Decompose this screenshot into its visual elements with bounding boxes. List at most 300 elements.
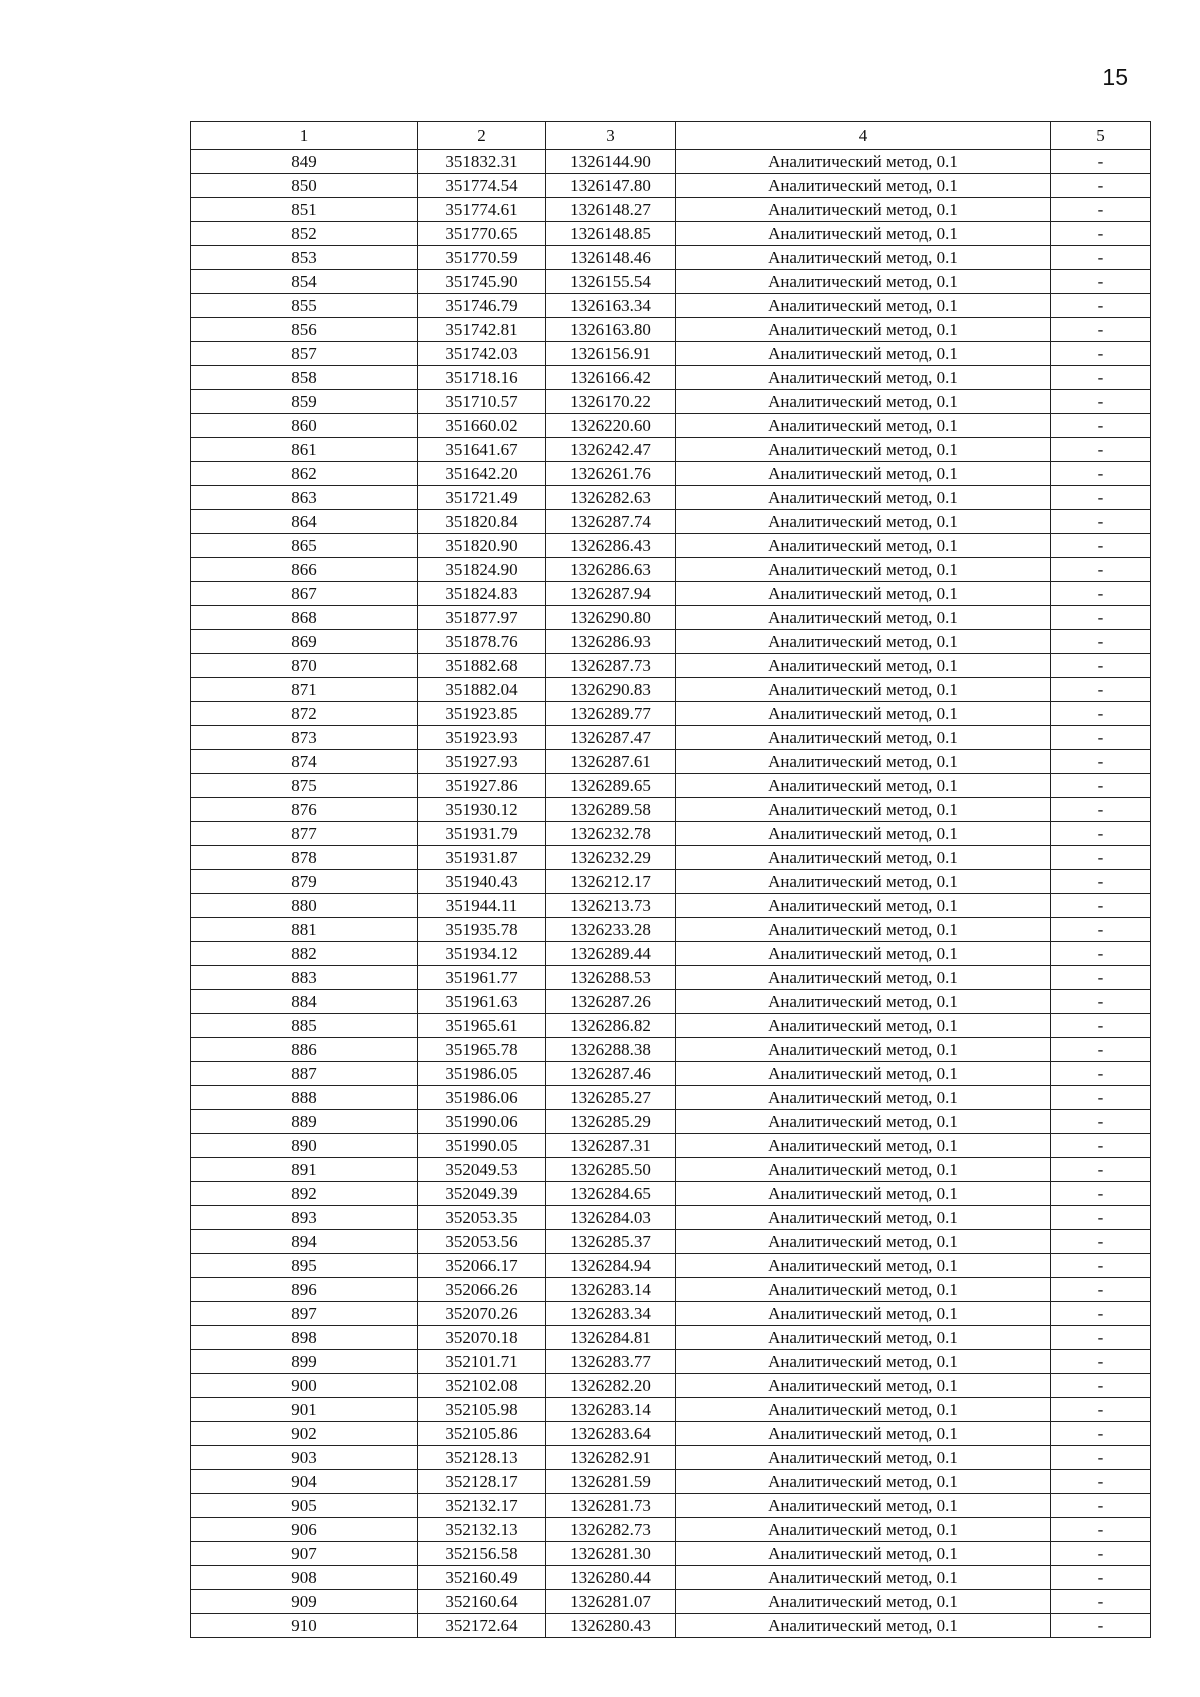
y-coordinate-cell: 1326282.91: [546, 1446, 676, 1470]
point-number-cell: 866: [191, 558, 418, 582]
x-coordinate-cell: 351927.93: [418, 750, 546, 774]
method-cell: Аналитический метод, 0.1: [676, 342, 1051, 366]
note-cell: -: [1051, 510, 1151, 534]
y-coordinate-cell: 1326286.43: [546, 534, 676, 558]
table-row: [191, 1542, 1151, 1566]
y-coordinate-cell: 1326283.64: [546, 1422, 676, 1446]
y-coordinate-cell: 1326284.94: [546, 1254, 676, 1278]
y-coordinate-cell: 1326285.50: [546, 1158, 676, 1182]
point-number-cell: 856: [191, 318, 418, 342]
note-cell: -: [1051, 798, 1151, 822]
point-number-cell: 892: [191, 1182, 418, 1206]
point-number-cell: 859: [191, 390, 418, 414]
method-cell: Аналитический метод, 0.1: [676, 1014, 1051, 1038]
x-coordinate-cell: 351824.90: [418, 558, 546, 582]
y-coordinate-cell: 1326281.07: [546, 1590, 676, 1614]
y-coordinate-cell: 1326281.59: [546, 1470, 676, 1494]
note-cell: -: [1051, 1158, 1151, 1182]
table-row: [191, 990, 1151, 1014]
table-row: [191, 1350, 1151, 1374]
y-coordinate-cell: 1326290.83: [546, 678, 676, 702]
x-coordinate-cell: 352132.13: [418, 1518, 546, 1542]
y-coordinate-cell: 1326213.73: [546, 894, 676, 918]
note-cell: -: [1051, 222, 1151, 246]
point-number-cell: 850: [191, 174, 418, 198]
column-header: 2: [418, 122, 546, 150]
y-coordinate-cell: 1326288.53: [546, 966, 676, 990]
y-coordinate-cell: 1326148.27: [546, 198, 676, 222]
table-row: [191, 1398, 1151, 1422]
note-cell: -: [1051, 414, 1151, 438]
x-coordinate-cell: 351746.79: [418, 294, 546, 318]
y-coordinate-cell: 1326289.65: [546, 774, 676, 798]
x-coordinate-cell: 352049.53: [418, 1158, 546, 1182]
table-row: [191, 198, 1151, 222]
x-coordinate-cell: 351770.65: [418, 222, 546, 246]
method-cell: Аналитический метод, 0.1: [676, 678, 1051, 702]
method-cell: Аналитический метод, 0.1: [676, 918, 1051, 942]
y-coordinate-cell: 1326232.29: [546, 846, 676, 870]
point-number-cell: 904: [191, 1470, 418, 1494]
table-row: [191, 918, 1151, 942]
table-row: [191, 582, 1151, 606]
y-coordinate-cell: 1326287.46: [546, 1062, 676, 1086]
table-row: [191, 174, 1151, 198]
table-row: [191, 774, 1151, 798]
y-coordinate-cell: 1326283.77: [546, 1350, 676, 1374]
table-row: [191, 222, 1151, 246]
note-cell: -: [1051, 1350, 1151, 1374]
point-number-cell: 876: [191, 798, 418, 822]
note-cell: -: [1051, 726, 1151, 750]
note-cell: -: [1051, 846, 1151, 870]
y-coordinate-cell: 1326289.44: [546, 942, 676, 966]
note-cell: -: [1051, 1446, 1151, 1470]
point-number-cell: 902: [191, 1422, 418, 1446]
point-number-cell: 884: [191, 990, 418, 1014]
table-row: [191, 270, 1151, 294]
x-coordinate-cell: 351660.02: [418, 414, 546, 438]
x-coordinate-cell: 351990.06: [418, 1110, 546, 1134]
point-number-cell: 907: [191, 1542, 418, 1566]
y-coordinate-cell: 1326289.77: [546, 702, 676, 726]
point-number-cell: 853: [191, 246, 418, 270]
x-coordinate-cell: 351820.84: [418, 510, 546, 534]
x-coordinate-cell: 352053.56: [418, 1230, 546, 1254]
method-cell: Аналитический метод, 0.1: [676, 1206, 1051, 1230]
x-coordinate-cell: 351710.57: [418, 390, 546, 414]
note-cell: -: [1051, 702, 1151, 726]
method-cell: Аналитический метод, 0.1: [676, 822, 1051, 846]
x-coordinate-cell: 351986.05: [418, 1062, 546, 1086]
note-cell: -: [1051, 486, 1151, 510]
y-coordinate-cell: 1326287.74: [546, 510, 676, 534]
method-cell: Аналитический метод, 0.1: [676, 1158, 1051, 1182]
x-coordinate-cell: 351820.90: [418, 534, 546, 558]
table-row: [191, 1302, 1151, 1326]
table-row: [191, 1278, 1151, 1302]
table-body: [191, 150, 1151, 1638]
x-coordinate-cell: 351940.43: [418, 870, 546, 894]
method-cell: Аналитический метод, 0.1: [676, 1542, 1051, 1566]
note-cell: -: [1051, 942, 1151, 966]
table-row: [191, 1086, 1151, 1110]
method-cell: Аналитический метод, 0.1: [676, 246, 1051, 270]
point-number-cell: 870: [191, 654, 418, 678]
point-number-cell: 896: [191, 1278, 418, 1302]
point-number-cell: 875: [191, 774, 418, 798]
point-number-cell: 862: [191, 462, 418, 486]
x-coordinate-cell: 351965.61: [418, 1014, 546, 1038]
point-number-cell: 891: [191, 1158, 418, 1182]
table-row: [191, 1518, 1151, 1542]
x-coordinate-cell: 351745.90: [418, 270, 546, 294]
method-cell: Аналитический метод, 0.1: [676, 1086, 1051, 1110]
column-header: 3: [546, 122, 676, 150]
note-cell: -: [1051, 1470, 1151, 1494]
method-cell: Аналитический метод, 0.1: [676, 270, 1051, 294]
point-number-cell: 873: [191, 726, 418, 750]
table-row: [191, 1206, 1151, 1230]
method-cell: Аналитический метод, 0.1: [676, 990, 1051, 1014]
table-row: [191, 1014, 1151, 1038]
y-coordinate-cell: 1326148.46: [546, 246, 676, 270]
point-number-cell: 869: [191, 630, 418, 654]
note-cell: -: [1051, 1326, 1151, 1350]
method-cell: Аналитический метод, 0.1: [676, 942, 1051, 966]
table-row: [191, 1158, 1151, 1182]
point-number-cell: 872: [191, 702, 418, 726]
point-number-cell: 899: [191, 1350, 418, 1374]
x-coordinate-cell: 351931.87: [418, 846, 546, 870]
note-cell: -: [1051, 1206, 1151, 1230]
method-cell: Аналитический метод, 0.1: [676, 1614, 1051, 1638]
y-coordinate-cell: 1326156.91: [546, 342, 676, 366]
note-cell: -: [1051, 822, 1151, 846]
note-cell: -: [1051, 150, 1151, 174]
point-number-cell: 909: [191, 1590, 418, 1614]
x-coordinate-cell: 352102.08: [418, 1374, 546, 1398]
table-row: [191, 654, 1151, 678]
table-row: [191, 822, 1151, 846]
table-row: [191, 798, 1151, 822]
table-row: [191, 390, 1151, 414]
y-coordinate-cell: 1326287.61: [546, 750, 676, 774]
y-coordinate-cell: 1326166.42: [546, 366, 676, 390]
y-coordinate-cell: 1326285.37: [546, 1230, 676, 1254]
point-number-cell: 887: [191, 1062, 418, 1086]
y-coordinate-cell: 1326283.34: [546, 1302, 676, 1326]
x-coordinate-cell: 351770.59: [418, 246, 546, 270]
point-number-cell: 868: [191, 606, 418, 630]
method-cell: Аналитический метод, 0.1: [676, 462, 1051, 486]
y-coordinate-cell: 1326233.28: [546, 918, 676, 942]
method-cell: Аналитический метод, 0.1: [676, 798, 1051, 822]
method-cell: Аналитический метод, 0.1: [676, 582, 1051, 606]
note-cell: -: [1051, 438, 1151, 462]
note-cell: -: [1051, 750, 1151, 774]
x-coordinate-cell: 351961.63: [418, 990, 546, 1014]
y-coordinate-cell: 1326283.14: [546, 1398, 676, 1422]
method-cell: Аналитический метод, 0.1: [676, 1470, 1051, 1494]
table-row: [191, 1110, 1151, 1134]
point-number-cell: 865: [191, 534, 418, 558]
point-number-cell: 860: [191, 414, 418, 438]
method-cell: Аналитический метод, 0.1: [676, 630, 1051, 654]
method-cell: Аналитический метод, 0.1: [676, 510, 1051, 534]
x-coordinate-cell: 351882.68: [418, 654, 546, 678]
y-coordinate-cell: 1326287.26: [546, 990, 676, 1014]
x-coordinate-cell: 352160.64: [418, 1590, 546, 1614]
point-number-cell: 881: [191, 918, 418, 942]
table-row: [191, 1614, 1151, 1638]
note-cell: -: [1051, 1134, 1151, 1158]
table-row: [191, 1590, 1151, 1614]
point-number-cell: 905: [191, 1494, 418, 1518]
method-cell: Аналитический метод, 0.1: [676, 1518, 1051, 1542]
method-cell: Аналитический метод, 0.1: [676, 1494, 1051, 1518]
table-row: [191, 942, 1151, 966]
point-number-cell: 883: [191, 966, 418, 990]
x-coordinate-cell: 352066.17: [418, 1254, 546, 1278]
x-coordinate-cell: 352156.58: [418, 1542, 546, 1566]
y-coordinate-cell: 1326284.03: [546, 1206, 676, 1230]
y-coordinate-cell: 1326287.47: [546, 726, 676, 750]
column-header: 4: [676, 122, 1051, 150]
point-number-cell: 871: [191, 678, 418, 702]
x-coordinate-cell: 351944.11: [418, 894, 546, 918]
x-coordinate-cell: 351923.85: [418, 702, 546, 726]
point-number-cell: 878: [191, 846, 418, 870]
method-cell: Аналитический метод, 0.1: [676, 1134, 1051, 1158]
y-coordinate-cell: 1326220.60: [546, 414, 676, 438]
point-number-cell: 903: [191, 1446, 418, 1470]
page-number: 15: [1102, 64, 1128, 90]
x-coordinate-cell: 351774.54: [418, 174, 546, 198]
y-coordinate-cell: 1326288.38: [546, 1038, 676, 1062]
y-coordinate-cell: 1326287.31: [546, 1134, 676, 1158]
note-cell: -: [1051, 1110, 1151, 1134]
table-row: [191, 750, 1151, 774]
method-cell: Аналитический метод, 0.1: [676, 654, 1051, 678]
point-number-cell: 906: [191, 1518, 418, 1542]
table-header-row: [191, 122, 1151, 150]
table-row: [191, 1134, 1151, 1158]
point-number-cell: 898: [191, 1326, 418, 1350]
x-coordinate-cell: 351986.06: [418, 1086, 546, 1110]
note-cell: -: [1051, 1542, 1151, 1566]
x-coordinate-cell: 351930.12: [418, 798, 546, 822]
x-coordinate-cell: 352053.35: [418, 1206, 546, 1230]
table-row: [191, 534, 1151, 558]
note-cell: -: [1051, 1494, 1151, 1518]
note-cell: -: [1051, 294, 1151, 318]
note-cell: -: [1051, 630, 1151, 654]
y-coordinate-cell: 1326285.27: [546, 1086, 676, 1110]
note-cell: -: [1051, 318, 1151, 342]
method-cell: Аналитический метод, 0.1: [676, 318, 1051, 342]
table-row: [191, 1038, 1151, 1062]
point-number-cell: 857: [191, 342, 418, 366]
column-header: 5: [1051, 122, 1151, 150]
note-cell: -: [1051, 174, 1151, 198]
x-coordinate-cell: 351824.83: [418, 582, 546, 606]
method-cell: Аналитический метод, 0.1: [676, 534, 1051, 558]
table-row: [191, 1494, 1151, 1518]
point-number-cell: 889: [191, 1110, 418, 1134]
x-coordinate-cell: 351721.49: [418, 486, 546, 510]
x-coordinate-cell: 351641.67: [418, 438, 546, 462]
x-coordinate-cell: 351877.97: [418, 606, 546, 630]
point-number-cell: 849: [191, 150, 418, 174]
method-cell: Аналитический метод, 0.1: [676, 1278, 1051, 1302]
point-number-cell: 893: [191, 1206, 418, 1230]
method-cell: Аналитический метод, 0.1: [676, 1566, 1051, 1590]
method-cell: Аналитический метод, 0.1: [676, 1374, 1051, 1398]
note-cell: -: [1051, 774, 1151, 798]
x-coordinate-cell: 351878.76: [418, 630, 546, 654]
note-cell: -: [1051, 246, 1151, 270]
point-number-cell: 910: [191, 1614, 418, 1638]
point-number-cell: 851: [191, 198, 418, 222]
table-row: [191, 558, 1151, 582]
method-cell: Аналитический метод, 0.1: [676, 1230, 1051, 1254]
note-cell: -: [1051, 990, 1151, 1014]
note-cell: -: [1051, 1038, 1151, 1062]
point-number-cell: 852: [191, 222, 418, 246]
table-row: [191, 726, 1151, 750]
method-cell: Аналитический метод, 0.1: [676, 1254, 1051, 1278]
x-coordinate-cell: 351961.77: [418, 966, 546, 990]
y-coordinate-cell: 1326281.73: [546, 1494, 676, 1518]
y-coordinate-cell: 1326287.94: [546, 582, 676, 606]
method-cell: Аналитический метод, 0.1: [676, 774, 1051, 798]
method-cell: Аналитический метод, 0.1: [676, 150, 1051, 174]
x-coordinate-cell: 352128.17: [418, 1470, 546, 1494]
method-cell: Аналитический метод, 0.1: [676, 222, 1051, 246]
point-number-cell: 882: [191, 942, 418, 966]
note-cell: -: [1051, 1566, 1151, 1590]
method-cell: Аналитический метод, 0.1: [676, 174, 1051, 198]
method-cell: Аналитический метод, 0.1: [676, 1062, 1051, 1086]
x-coordinate-cell: 351642.20: [418, 462, 546, 486]
table-row: [191, 150, 1151, 174]
method-cell: Аналитический метод, 0.1: [676, 1590, 1051, 1614]
note-cell: -: [1051, 1422, 1151, 1446]
y-coordinate-cell: 1326242.47: [546, 438, 676, 462]
point-number-cell: 864: [191, 510, 418, 534]
note-cell: -: [1051, 1014, 1151, 1038]
note-cell: -: [1051, 654, 1151, 678]
note-cell: -: [1051, 462, 1151, 486]
table-row: [191, 702, 1151, 726]
method-cell: Аналитический метод, 0.1: [676, 414, 1051, 438]
x-coordinate-cell: 351965.78: [418, 1038, 546, 1062]
note-cell: -: [1051, 558, 1151, 582]
table-row: [191, 606, 1151, 630]
method-cell: Аналитический метод, 0.1: [676, 1446, 1051, 1470]
note-cell: -: [1051, 966, 1151, 990]
method-cell: Аналитический метод, 0.1: [676, 558, 1051, 582]
y-coordinate-cell: 1326282.63: [546, 486, 676, 510]
table-row: [191, 438, 1151, 462]
method-cell: Аналитический метод, 0.1: [676, 726, 1051, 750]
table-row: [191, 1254, 1151, 1278]
y-coordinate-cell: 1326163.34: [546, 294, 676, 318]
x-coordinate-cell: 351935.78: [418, 918, 546, 942]
method-cell: Аналитический метод, 0.1: [676, 1398, 1051, 1422]
note-cell: -: [1051, 894, 1151, 918]
method-cell: Аналитический метод, 0.1: [676, 606, 1051, 630]
x-coordinate-cell: 351832.31: [418, 150, 546, 174]
x-coordinate-cell: 351931.79: [418, 822, 546, 846]
method-cell: Аналитический метод, 0.1: [676, 390, 1051, 414]
point-number-cell: 886: [191, 1038, 418, 1062]
x-coordinate-cell: 352070.26: [418, 1302, 546, 1326]
table-row: [191, 1470, 1151, 1494]
y-coordinate-cell: 1326144.90: [546, 150, 676, 174]
y-coordinate-cell: 1326284.65: [546, 1182, 676, 1206]
point-number-cell: 861: [191, 438, 418, 462]
x-coordinate-cell: 351742.81: [418, 318, 546, 342]
y-coordinate-cell: 1326232.78: [546, 822, 676, 846]
point-number-cell: 897: [191, 1302, 418, 1326]
y-coordinate-cell: 1326289.58: [546, 798, 676, 822]
method-cell: Аналитический метод, 0.1: [676, 1326, 1051, 1350]
note-cell: -: [1051, 390, 1151, 414]
point-number-cell: 867: [191, 582, 418, 606]
x-coordinate-cell: 351923.93: [418, 726, 546, 750]
note-cell: -: [1051, 1254, 1151, 1278]
point-number-cell: 885: [191, 1014, 418, 1038]
note-cell: -: [1051, 270, 1151, 294]
note-cell: -: [1051, 1518, 1151, 1542]
x-coordinate-cell: 352160.49: [418, 1566, 546, 1590]
table-row: [191, 510, 1151, 534]
x-coordinate-cell: 352132.17: [418, 1494, 546, 1518]
note-cell: -: [1051, 1230, 1151, 1254]
method-cell: Аналитический метод, 0.1: [676, 750, 1051, 774]
y-coordinate-cell: 1326261.76: [546, 462, 676, 486]
y-coordinate-cell: 1326281.30: [546, 1542, 676, 1566]
x-coordinate-cell: 351882.04: [418, 678, 546, 702]
y-coordinate-cell: 1326287.73: [546, 654, 676, 678]
x-coordinate-cell: 352070.18: [418, 1326, 546, 1350]
table-row: [191, 462, 1151, 486]
table-row: [191, 1230, 1151, 1254]
table-row: [191, 894, 1151, 918]
table-row: [191, 1182, 1151, 1206]
table-row: [191, 1422, 1151, 1446]
method-cell: Аналитический метод, 0.1: [676, 1182, 1051, 1206]
y-coordinate-cell: 1326163.80: [546, 318, 676, 342]
note-cell: -: [1051, 1398, 1151, 1422]
x-coordinate-cell: 351718.16: [418, 366, 546, 390]
note-cell: -: [1051, 582, 1151, 606]
note-cell: -: [1051, 918, 1151, 942]
method-cell: Аналитический метод, 0.1: [676, 294, 1051, 318]
method-cell: Аналитический метод, 0.1: [676, 366, 1051, 390]
method-cell: Аналитический метод, 0.1: [676, 870, 1051, 894]
table-row: [191, 1566, 1151, 1590]
point-number-cell: 874: [191, 750, 418, 774]
method-cell: Аналитический метод, 0.1: [676, 1038, 1051, 1062]
method-cell: Аналитический метод, 0.1: [676, 198, 1051, 222]
point-number-cell: 863: [191, 486, 418, 510]
table-row: [191, 678, 1151, 702]
point-number-cell: 877: [191, 822, 418, 846]
note-cell: -: [1051, 1062, 1151, 1086]
